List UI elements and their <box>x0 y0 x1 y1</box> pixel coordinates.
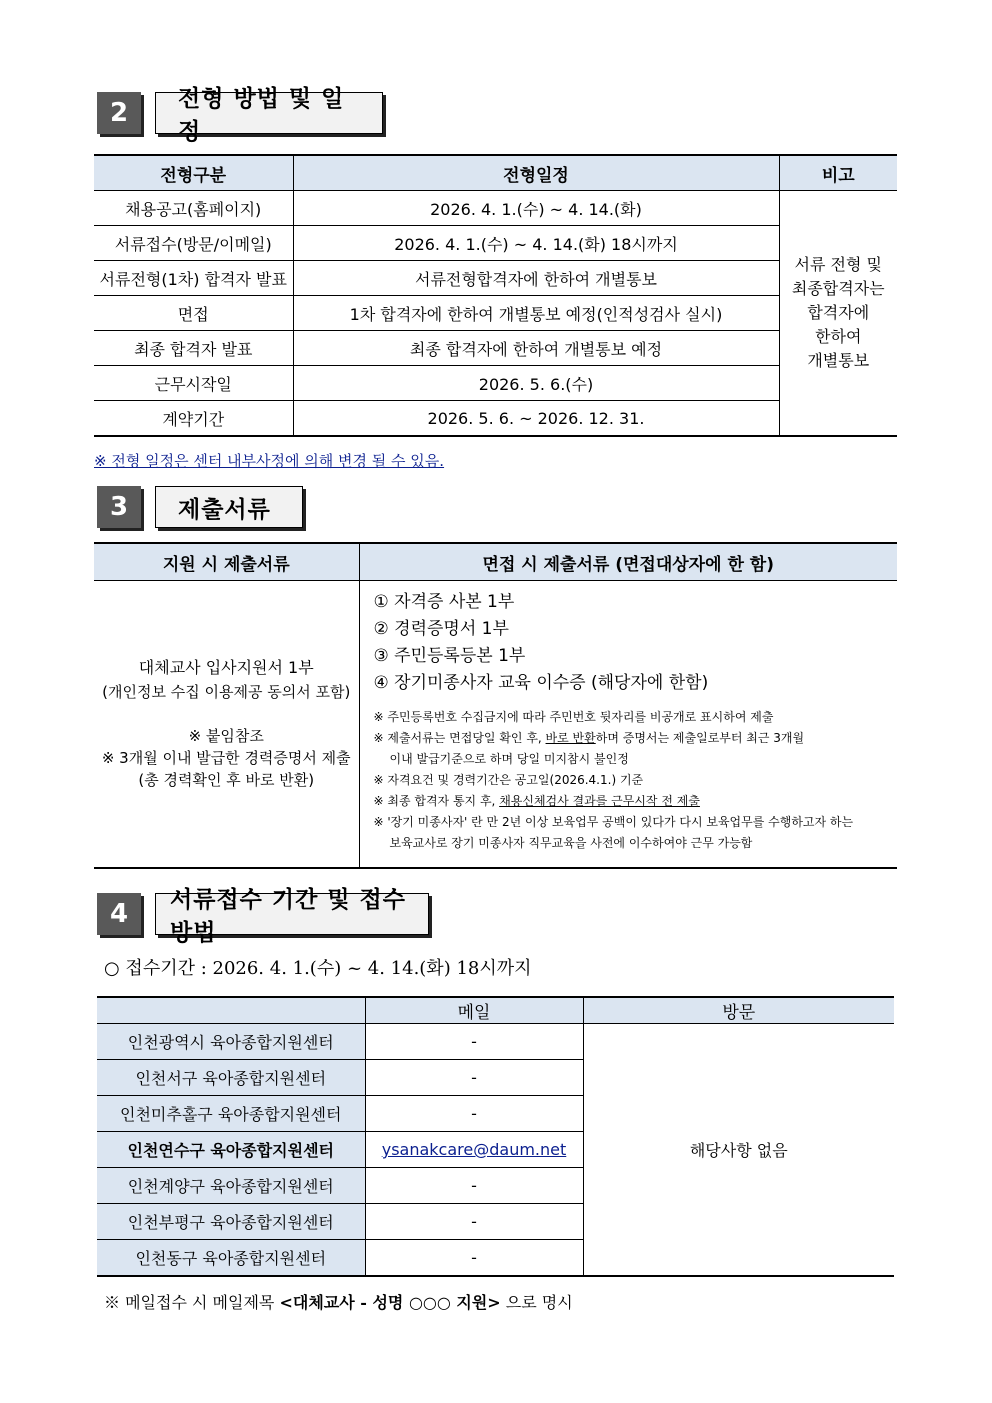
center-name: 인천서구 육아종합지원센터 <box>97 1060 365 1096</box>
remark-line: 개별통보 <box>807 351 870 370</box>
interview-docs-cell <box>359 581 897 869</box>
schedule-table <box>94 154 897 437</box>
note-line: ※ '장기 미종사자' 란 만 2년 이상 보육업무 공백이 있다가 다시 보육업무를 수행하고자 하는 <box>373 815 854 829</box>
apply-docs-cell <box>94 581 359 869</box>
mail-cell: - <box>365 1060 583 1096</box>
stage-cell: 근무시작일 <box>94 366 293 401</box>
visit-cell: 해당사항 없음 <box>583 1024 894 1277</box>
header-remark: 비고 <box>779 155 897 191</box>
section2-title: 전형 방법 및 일정 <box>155 92 383 134</box>
section4-title: 서류접수 기간 및 접수방법 <box>155 893 429 935</box>
note-line: 이내 발급기준으로 하며 당일 미지참시 불인정 <box>389 752 629 766</box>
mail-subject-note: ※ 메일접수 시 메일제목 <대체교사 - 성명 ○○○ 지원> 으로 명시 <box>104 1293 573 1312</box>
remark-line: 서류 전형 및 <box>794 255 882 274</box>
center-name: 인천동구 육아종합지원센터 <box>97 1240 365 1277</box>
table-row <box>94 191 897 226</box>
stage-cell: 서류접수(방문/이메일) <box>94 226 293 261</box>
schedule-header-row <box>94 155 897 191</box>
interview-doc-item: ② 경력증명서 1부 <box>373 619 509 639</box>
interview-doc-item: ① 자격증 사본 1부 <box>373 592 515 612</box>
apply-doc-note: (총 경력확인 후 바로 반환) <box>138 771 315 789</box>
schedule-cell: 서류전형합격자에 한하여 개별통보 <box>293 261 779 296</box>
section3-number: 3 <box>97 486 141 528</box>
section2-heading <box>97 86 383 145</box>
application-period: ○ 접수기간 : 2026. 4. 1.(수) ~ 4. 14.(화) 18시까지 <box>104 958 532 979</box>
method-header-row <box>97 997 894 1024</box>
center-name: 인천광역시 육아종합지원센터 <box>97 1024 365 1060</box>
schedule-cell: 2026. 4. 1.(수) ~ 4. 14.(화) 18시까지 <box>293 226 779 261</box>
interview-doc-item: ④ 장기미종사자 교육 이수증 (해당자에 한함) <box>373 673 709 693</box>
section4-heading <box>97 887 429 946</box>
schedule-cell: 1차 합격자에 한하여 개별통보 예정(인적성검사 실시) <box>293 296 779 331</box>
mail-cell <box>365 1132 583 1168</box>
email-link[interactable]: ysanakcare@daum.net <box>381 1140 567 1159</box>
stage-cell: 계약기간 <box>94 401 293 437</box>
header-mail: 메일 <box>365 997 583 1024</box>
center-name: 인천미추홀구 육아종합지원센터 <box>97 1096 365 1132</box>
header-center <box>97 997 365 1024</box>
remark-line: 합격자에 <box>807 303 870 322</box>
application-method-table <box>97 996 894 1277</box>
table-row <box>94 296 897 331</box>
table-row <box>97 1024 894 1060</box>
mail-cell: - <box>365 1024 583 1060</box>
header-visit: 방문 <box>583 997 894 1024</box>
section2-number: 2 <box>97 92 141 134</box>
apply-doc-note: ※ 붙임참조 <box>188 727 264 745</box>
center-name: 인천계양구 육아종합지원센터 <box>97 1168 365 1204</box>
documents-table <box>94 542 897 869</box>
note-line: ※ 자격요건 및 경력기간은 공고일(2026.4.1.) 기준 <box>373 773 644 787</box>
mail-cell: - <box>365 1096 583 1132</box>
note-line: ※ 제출서류는 면접당일 확인 후, 바로 반환하며 증명서는 제출일로부터 최근 3개월 <box>373 731 805 745</box>
table-row <box>94 331 897 366</box>
mail-cell: - <box>365 1240 583 1277</box>
header-interview-docs: 면접 시 제출서류 (면접대상자에 한 함) <box>359 543 897 581</box>
remark-cell <box>779 191 897 437</box>
note-line: ※ 최종 합격자 통지 후, 채용신체검사 결과를 근무시작 전 제출 <box>373 794 700 808</box>
center-name: 인천부평구 육아종합지원센터 <box>97 1204 365 1240</box>
schedule-cell: 2026. 5. 6. ~ 2026. 12. 31. <box>293 401 779 437</box>
documents-header-row <box>94 543 897 581</box>
schedule-cell: 최종 합격자에 한하여 개별통보 예정 <box>293 331 779 366</box>
stage-cell: 면접 <box>94 296 293 331</box>
table-row <box>94 581 897 869</box>
remark-line: 최종합격자는 <box>791 279 885 298</box>
schedule-change-note: ※ 전형 일정은 센터 내부사정에 의해 변경 될 수 있음. <box>94 452 445 470</box>
mail-cell: - <box>365 1168 583 1204</box>
stage-cell: 채용공고(홈페이지) <box>94 191 293 226</box>
section3-heading <box>97 486 303 528</box>
stage-cell: 서류전형(1차) 합격자 발표 <box>94 261 293 296</box>
note-line: 보육교사로 장기 미종사자 직무교육을 사전에 이수하여야 근무 가능함 <box>389 836 753 850</box>
section4-number: 4 <box>97 893 141 935</box>
header-apply-docs: 지원 시 제출서류 <box>94 543 359 581</box>
table-row <box>94 226 897 261</box>
schedule-cell: 2026. 4. 1.(수) ~ 4. 14.(화) <box>293 191 779 226</box>
header-stage: 전형구분 <box>94 155 293 191</box>
table-row <box>94 401 897 437</box>
interview-notes <box>374 707 886 854</box>
header-schedule: 전형일정 <box>293 155 779 191</box>
stage-cell: 최종 합격자 발표 <box>94 331 293 366</box>
remark-line: 한하여 <box>815 327 862 346</box>
table-row <box>94 366 897 401</box>
mail-cell: - <box>365 1204 583 1240</box>
center-name-highlighted: 인천연수구 육아종합지원센터 <box>97 1132 365 1168</box>
note-line: ※ 주민등록번호 수집금지에 따라 주민번호 뒷자리를 비공개로 표시하여 제출 <box>373 710 774 724</box>
schedule-cell: 2026. 5. 6.(수) <box>293 366 779 401</box>
table-row <box>94 261 897 296</box>
apply-doc-note: ※ 3개월 이내 발급한 경력증명서 제출 <box>101 749 351 767</box>
interview-doc-item: ③ 주민등록등본 1부 <box>373 646 526 666</box>
apply-doc-main: 대체교사 입사지원서 1부 <box>138 658 314 677</box>
apply-doc-sub: (개인정보 수집 이용제공 동의서 포함) <box>102 683 351 701</box>
section3-title: 제출서류 <box>155 486 303 528</box>
